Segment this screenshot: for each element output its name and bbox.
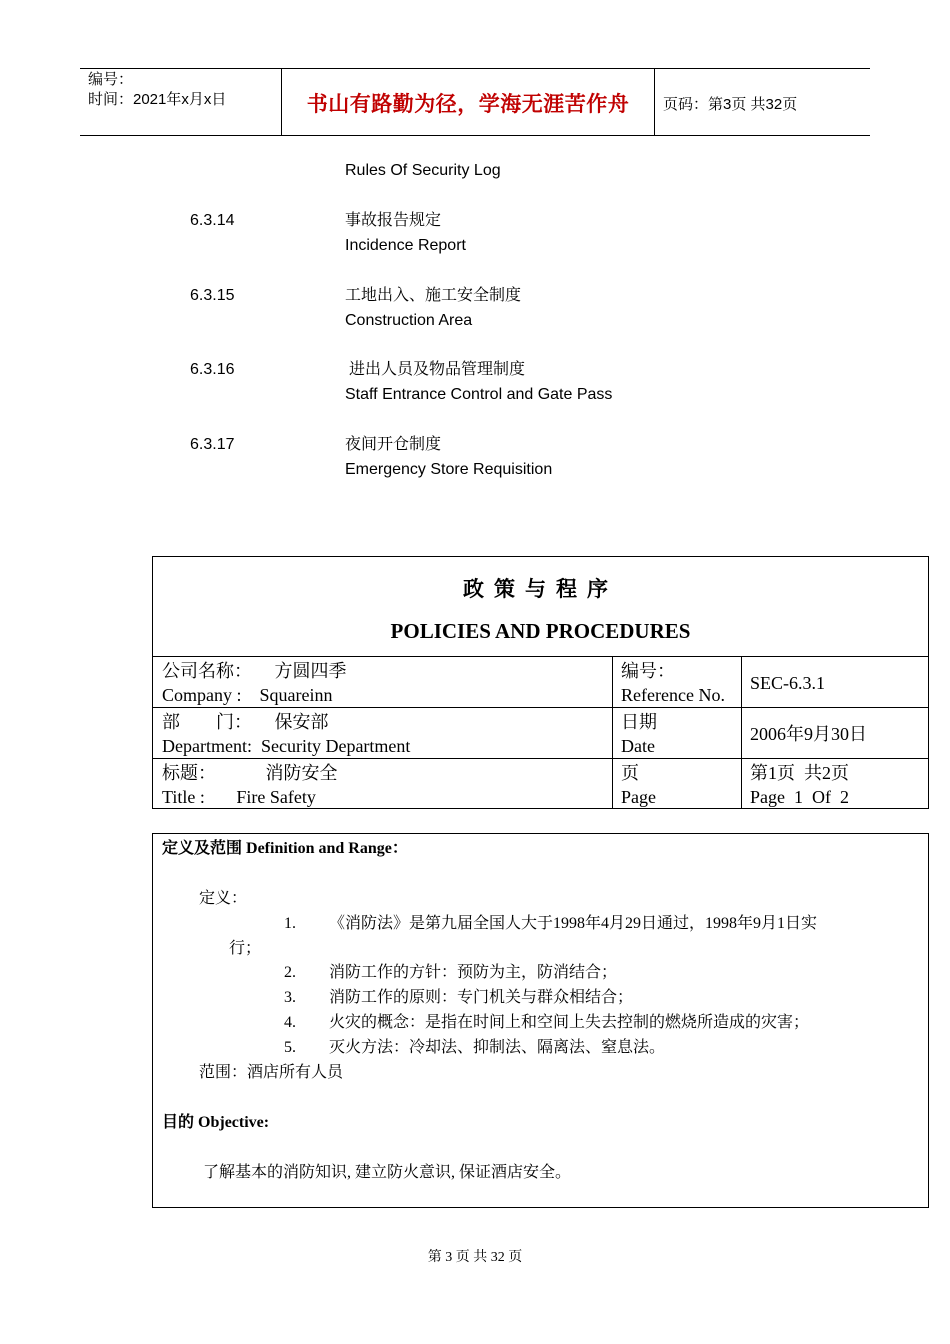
- date-label-en: Date: [621, 736, 655, 756]
- list-item-en: Rules Of Security Log: [345, 162, 501, 179]
- definition-section: [152, 833, 929, 1208]
- header-number: 编号：: [88, 71, 134, 88]
- policy-title-en: POLICIES AND PROCEDURES: [390, 619, 691, 643]
- title-label-en: Title : Fire Safety: [162, 787, 316, 807]
- page-label-cn: 页: [621, 763, 639, 783]
- list-item-cn: 夜间开仓制度: [345, 436, 442, 453]
- objective-heading: [162, 1110, 269, 1135]
- definition-item-text: 灭火方法：冷却法、抑制法、隔离法、窒息法。: [329, 1039, 666, 1056]
- department-label-en: Department: Security Department: [162, 736, 411, 756]
- header-bottom-rule: [80, 135, 870, 136]
- definition-item-text: 《消防法》是第九届全国人大于1998年4月29日通过，1998年9月1日实: [329, 915, 818, 932]
- page-value-en: Page 1 Of 2: [750, 787, 849, 807]
- table-column-rule: [741, 656, 742, 809]
- table-rule: [153, 656, 928, 657]
- definition-heading: [162, 836, 408, 861]
- page-value-cn: 第1页 共2页: [750, 763, 849, 783]
- range-text: 范围：酒店所有人员: [199, 1064, 344, 1081]
- definition-heading-en: Definition and Range：: [246, 840, 408, 857]
- definition-item-number: 5.: [284, 1039, 296, 1056]
- list-item-cn: 事故报告规定: [345, 212, 442, 229]
- table-column-rule: [612, 656, 613, 809]
- header-left: [88, 70, 226, 110]
- company-label-en: Company : Squareinn: [162, 685, 333, 705]
- list-item-en: Emergency Store Requisition: [345, 461, 553, 478]
- header-divider-right: [654, 68, 655, 136]
- objective-text: 了解基本的消防知识, 建立防火意识, 保证酒店安全。: [203, 1164, 572, 1181]
- header-top-rule: [80, 68, 870, 69]
- table-rule: [153, 758, 928, 759]
- header-time: 时间：2021年x月x日: [88, 91, 227, 108]
- objective-heading-cn: 目的: [162, 1114, 195, 1131]
- definition-item-number: 2.: [284, 964, 296, 981]
- definition-item-text: 火灾的概念：是指在时间上和空间上失去控制的燃烧所造成的灾害；: [329, 1014, 810, 1031]
- definition-label: 定义：: [199, 890, 248, 907]
- policy-title-cn: 政策与程序: [463, 577, 618, 601]
- date-label-cn: 日期: [621, 712, 657, 732]
- objective-heading-en: Objective:: [198, 1114, 270, 1131]
- list-item-en: Incidence Report: [345, 237, 466, 254]
- page-label-en: Page: [621, 787, 656, 807]
- page-footer: 第 3 页 共 32 页: [427, 1250, 523, 1265]
- definition-item-number: 1.: [284, 915, 296, 932]
- list-item-cn: 进出人员及物品管理制度: [345, 361, 526, 378]
- department-label-cn: 部 门： 保安部: [162, 712, 329, 732]
- definition-item-number: 4.: [284, 1014, 296, 1031]
- header-motto: 书山有路勤为径，学海无涯苦作舟: [306, 93, 630, 116]
- list-item-number: 6.3.16: [190, 361, 235, 378]
- definition-item-text: 消防工作的方针：预防为主，防消结合；: [329, 964, 618, 981]
- definition-item-number: 3.: [284, 989, 296, 1006]
- header-page-number: 页码：第3页 共32页: [663, 96, 798, 113]
- policy-table: [152, 556, 929, 809]
- reference-label-cn: 编号：: [621, 661, 675, 681]
- definition-heading-cn: 定义及范围: [162, 840, 243, 857]
- table-rule: [153, 707, 928, 708]
- reference-value: SEC-6.3.1: [750, 673, 826, 693]
- list-item-number: 6.3.15: [190, 287, 235, 304]
- list-item-number: 6.3.17: [190, 436, 235, 453]
- definition-item-continuation: 行；: [229, 940, 262, 957]
- list-item-cn: 工地出入、施工安全制度: [345, 287, 522, 304]
- list-item-number: 6.3.14: [190, 212, 235, 229]
- list-item-en: Construction Area: [345, 312, 473, 329]
- title-label-cn: 标题： 消防安全: [162, 763, 338, 783]
- company-label-cn: 公司名称： 方圆四季: [162, 661, 347, 681]
- reference-label-en: Reference No.: [621, 685, 725, 705]
- definition-item-text: 消防工作的原则：专门机关与群众相结合；: [329, 989, 634, 1006]
- list-item-en: Staff Entrance Control and Gate Pass: [345, 386, 613, 403]
- date-value: 2006年9月30日: [750, 724, 867, 744]
